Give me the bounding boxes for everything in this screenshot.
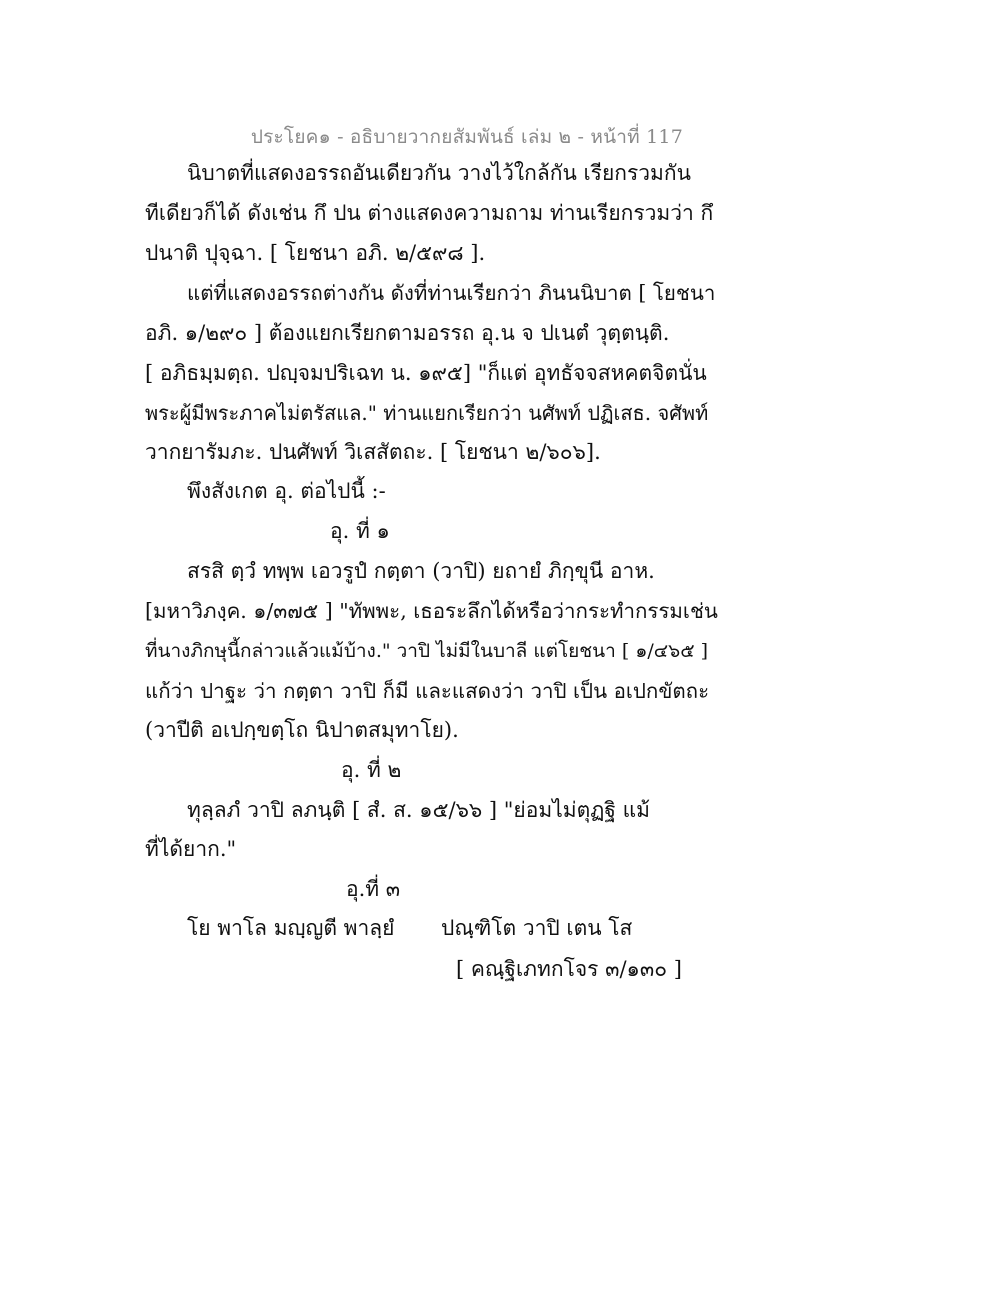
example-3-heading: อุ.ที่ ๓ bbox=[346, 877, 401, 901]
paragraph-2-line-5: วากยารัมภะ. ปนศัพท์ วิเสสัตถะ. [ โยชนา ๒/๖๐๖]. bbox=[145, 440, 601, 464]
example-3-verse-b: ปณฺฑิโต วาปิ เตน โส bbox=[441, 916, 633, 940]
example-1-line-4: แก้ว่า ปาฐะ ว่า กตฺตา วาปิ ก็มี และแสดงว่า วาปิ เป็น อเปกขัตถะ bbox=[145, 679, 710, 703]
example-1-line-5: (วาปีติ อเปกฺขตฺโถ นิปาตสมุทาโย). bbox=[145, 718, 459, 742]
paragraph-2-line-3: [ อภิธมฺมตฺถ. ปญฺจมปริเฉท น. ๑๙๕] "ก็แต่ อุทธัจจสหคตจิตนั่น bbox=[145, 361, 707, 385]
paragraph-1-line-1: นิบาตที่แสดงอรรถอันเดียวกัน วางไว้ใกล้กัน เรียกรวมกัน bbox=[187, 161, 691, 185]
example-2-line-2: ที่ได้ยาก." bbox=[145, 837, 237, 861]
example-3-verse-a: โย พาโล มญฺญตี พาลฺยํ bbox=[187, 916, 395, 940]
example-1-line-1: สรสิ ตฺวํ ทพฺพ เอวรูปํ กตฺตา (วาปิ) ยถายํ ภิกฺขุนี อาห. bbox=[187, 559, 655, 583]
example-2-line-1: ทุลฺลภํ วาปิ ลภนฺติ [ สํ. ส. ๑๕/๖๖ ] "ย่อมไม่ตุฏฐิ แม้ bbox=[187, 798, 650, 822]
example-2-heading: อุ. ที่ ๒ bbox=[341, 758, 402, 782]
example-3-reference: [ คณฺฐิเภทกโจร ๓/๑๓๐ ] bbox=[456, 957, 682, 981]
example-1-line-3: ที่นางภิกษุนี้กล่าวแล้วแม้บ้าง." วาปิ ไม่มีในบาลี แต่โยชนา [ ๑/๔๖๕ ] bbox=[145, 640, 709, 662]
paragraph-1-line-2: ทีเดียวก็ได้ ดังเช่น กึ ปน ต่างแสดงความถาม ท่านเรียกรวมว่า กึ bbox=[145, 201, 714, 225]
paragraph-2-line-2: อภิ. ๑/๒๙๐ ] ต้องแยกเรียกตามอรรถ อุ.น จ ปเนตํ วุตฺตนฺติ. bbox=[145, 321, 670, 345]
running-header: ประโยค๑ - อธิบายวากยสัมพันธ์ เล่ม ๒ - หน้าที่ 117 bbox=[250, 126, 683, 148]
paragraph-2-line-1: แต่ที่แสดงอรรถต่างกัน ดังที่ท่านเรียกว่า ภินนนิบาต [ โยชนา bbox=[187, 281, 716, 305]
paragraph-1-line-3: ปนาติ ปุจฺฉา. [ โยชนา อภิ. ๒/๕๙๘ ]. bbox=[145, 241, 486, 265]
example-1-line-2: [มหาวิภงฺค. ๑/๓๗๕ ] "ทัพพะ, เธอระลึกได้หรือว่ากระทำกรรมเช่น bbox=[145, 599, 718, 623]
paragraph-2-line-4: พระผู้มีพระภาคไม่ตรัสแล." ท่านแยกเรียกว่า นศัพท์ ปฏิเสธ. จศัพท์ bbox=[145, 401, 709, 425]
example-1-heading: อุ. ที่ ๑ bbox=[330, 519, 390, 543]
paragraph-3: พึงสังเกต อุ. ต่อไปนี้ :- bbox=[187, 479, 386, 503]
